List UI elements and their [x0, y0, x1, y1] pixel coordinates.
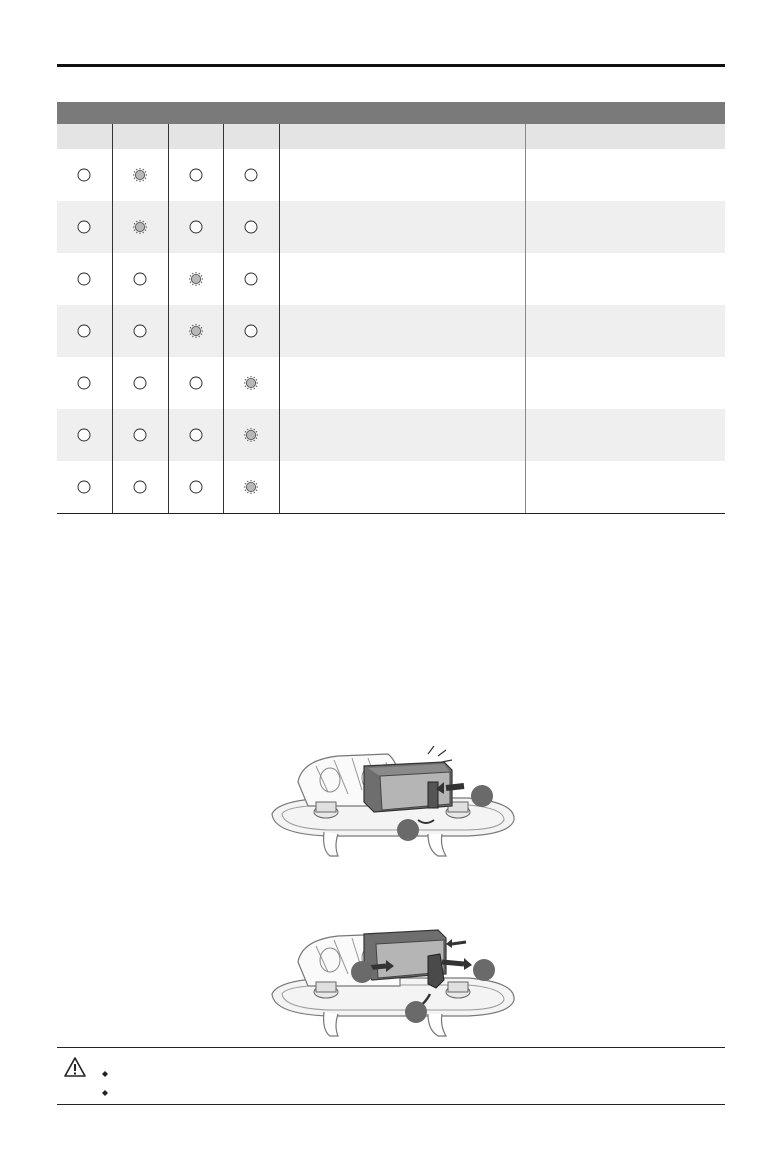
note-cell	[525, 357, 725, 409]
notice-bottom-divider	[57, 1104, 725, 1105]
led-cell	[57, 201, 112, 253]
led-blinking-icon	[244, 376, 258, 390]
led-blinking-icon	[189, 324, 203, 338]
led-cell	[223, 409, 279, 461]
led-cell	[112, 461, 168, 513]
led-cell	[57, 461, 112, 513]
table-row	[57, 305, 725, 357]
description-cell	[279, 253, 525, 305]
led-cell	[112, 253, 168, 305]
led-off-icon	[244, 220, 258, 234]
led-off-icon	[189, 220, 203, 234]
led-off-icon	[77, 480, 91, 494]
led-cell	[168, 305, 223, 357]
led-off-icon	[244, 168, 258, 182]
led-off-icon	[189, 428, 203, 442]
table-row	[57, 253, 725, 305]
table-title-bar	[57, 102, 725, 124]
led-cell	[223, 357, 279, 409]
led-cell	[168, 253, 223, 305]
led-cell	[223, 253, 279, 305]
led-cell	[57, 409, 112, 461]
notice-bullet-1	[102, 1064, 108, 1070]
led-off-icon	[77, 168, 91, 182]
led-cell	[168, 149, 223, 201]
led-cell	[168, 357, 223, 409]
description-cell	[279, 461, 525, 513]
led-cell	[112, 201, 168, 253]
led-blinking-icon	[133, 168, 147, 182]
led-cell	[223, 461, 279, 513]
description-cell	[279, 409, 525, 461]
description-cell	[279, 357, 525, 409]
led-cell	[223, 305, 279, 357]
table-row	[57, 461, 725, 513]
led-cell	[168, 409, 223, 461]
note-cell	[525, 409, 725, 461]
led-off-icon	[77, 272, 91, 286]
led-cell	[57, 149, 112, 201]
led-off-icon	[77, 324, 91, 338]
notice-bullet-2	[102, 1083, 108, 1089]
led-blinking-icon	[244, 428, 258, 442]
led-cell	[112, 149, 168, 201]
led-cell	[57, 305, 112, 357]
led-off-icon	[77, 220, 91, 234]
led-cell	[223, 201, 279, 253]
led-cell	[57, 357, 112, 409]
note-cell	[525, 461, 725, 513]
table-row	[57, 357, 725, 409]
note-cell	[525, 253, 725, 305]
battery-led-table	[57, 102, 725, 514]
table-row	[57, 201, 725, 253]
led-off-icon	[133, 376, 147, 390]
table-row	[57, 409, 725, 461]
note-cell	[525, 305, 725, 357]
led-off-icon	[133, 272, 147, 286]
description-cell	[279, 201, 525, 253]
warning-triangle-icon	[63, 1056, 87, 1078]
led-cell	[57, 253, 112, 305]
led-off-icon	[189, 168, 203, 182]
led-off-icon	[133, 324, 147, 338]
top-divider	[57, 64, 725, 67]
led-off-icon	[244, 324, 258, 338]
note-cell	[525, 149, 725, 201]
led-blinking-icon	[244, 480, 258, 494]
notice-top-divider	[57, 1047, 725, 1048]
led-off-icon	[244, 272, 258, 286]
led-off-icon	[133, 480, 147, 494]
led-cell	[112, 409, 168, 461]
description-cell	[279, 305, 525, 357]
led-cell	[223, 149, 279, 201]
description-cell	[279, 149, 525, 201]
led-cell	[168, 461, 223, 513]
led-cell	[112, 305, 168, 357]
led-blinking-icon	[133, 220, 147, 234]
led-off-icon	[77, 428, 91, 442]
led-cell	[112, 357, 168, 409]
led-cell	[168, 201, 223, 253]
led-off-icon	[133, 428, 147, 442]
note-cell	[525, 201, 725, 253]
table-row	[57, 149, 725, 201]
led-off-icon	[189, 480, 203, 494]
led-off-icon	[189, 376, 203, 390]
led-off-icon	[77, 376, 91, 390]
led-blinking-icon	[189, 272, 203, 286]
table-header-row	[57, 124, 725, 149]
battery-install-figure	[268, 742, 518, 864]
battery-remove-figure	[268, 924, 518, 1044]
